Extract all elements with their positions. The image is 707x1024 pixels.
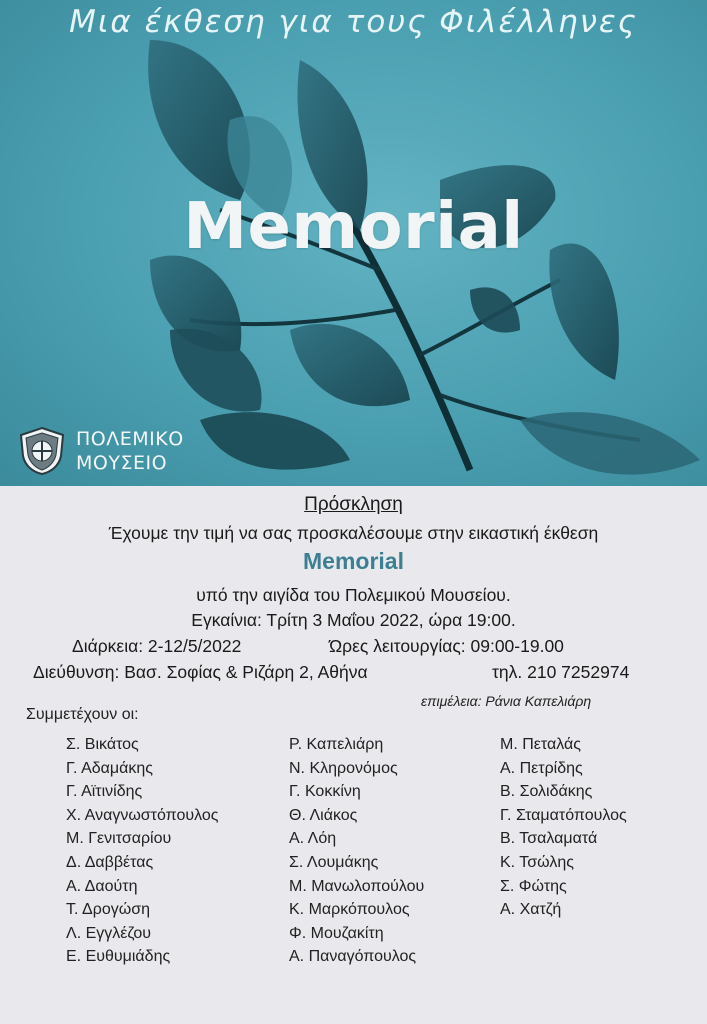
participant-name: Ρ. Καπελιάρη [289, 736, 384, 753]
participant-name: Ν. Κληρονόμος [289, 759, 398, 777]
participant-name: Β. Σολιδάκης [500, 783, 593, 801]
logo-line-2: ΜΟΥΣΕΙΟ [76, 452, 168, 474]
participants-column-2 [289, 733, 424, 969]
participants-column-1 [66, 733, 219, 969]
participant-name: Γ. Αδαμάκης [66, 759, 153, 777]
participants-column-3 [500, 733, 627, 922]
participant-name: Γ. Κοκκίνη [289, 783, 361, 801]
participant-name: Λ. Εγγλέζου [66, 924, 152, 942]
phone-text: τηλ. 210 7252974 [492, 662, 630, 682]
invitation-auspices: υπό την αιγίδα του Πολεμικού Μουσείου. [196, 585, 511, 605]
participant-name: Χ. Αναγνωστόπουλος [66, 806, 219, 824]
participants-label: Συμμετέχουν οι: [26, 706, 139, 723]
address-text: Διεύθυνση: Βασ. Σοφίας & Ριζάρη 2, Αθήνα [33, 662, 368, 682]
participant-name: Τ. Δρογώση [66, 901, 150, 919]
participant-name: Ε. Ευθυμιάδης [66, 948, 171, 966]
participant-name: Κ. Τσώλης [500, 853, 574, 871]
opening-hours-text: Ώρες λειτουργίας: 09:00-19.00 [329, 636, 564, 656]
participant-name: Σ. Φώτης [500, 877, 567, 895]
participant-name: Α. Λόη [289, 830, 337, 848]
hero-banner [0, 0, 707, 486]
invitation-exhibition-name: Memorial [303, 548, 404, 574]
participant-name: Σ. Βικάτος [66, 736, 139, 753]
participant-name: Α. Χατζή [500, 901, 562, 919]
military-museum-emblem-icon [17, 426, 67, 476]
duration-text: Διάρκεια: 2-12/5/2022 [72, 636, 242, 656]
participant-name: Α. Πετρίδης [500, 759, 583, 777]
opening-date: Εγκαίνια: Τρίτη 3 Μαΐου 2022, ώρα 19:00. [191, 610, 516, 630]
curator-text: επιμέλεια: Ράνια Καπελιάρη [421, 693, 592, 709]
participant-name: Γ. Σταματόπουλος [500, 806, 627, 824]
logo-line-1: ΠΟΛΕΜΙΚΟ [76, 428, 184, 450]
invitation-heading: Πρόσκληση [304, 494, 403, 515]
participant-name: Φ. Μουζακίτη [289, 924, 384, 942]
participant-name: Μ. Πεταλάς [500, 736, 581, 753]
participant-name: Γ. Αϊτινίδης [66, 783, 143, 801]
participant-name: Μ. Γενιτσαρίου [66, 830, 172, 848]
participant-name: Σ. Λουμάκης [289, 853, 379, 871]
exhibition-title: Memorial [183, 190, 524, 264]
participant-name: Α. Δαούτη [66, 877, 138, 895]
invitation-intro: Έχουμε την τιμή να σας προσκαλέσουμε στην εικαστική έκθεση [108, 523, 599, 543]
exhibition-subtitle: Μια έκθεση για τους Φιλέλληνες [69, 4, 638, 40]
participant-name: Α. Παναγόπουλος [289, 948, 417, 966]
participant-name: Δ. Δαββέτας [66, 853, 154, 871]
museum-logo-text [76, 427, 184, 475]
participant-name: Β. Τσαλαματά [500, 830, 598, 848]
participant-name: Θ. Λιάκος [289, 806, 358, 824]
participant-name: Μ. Μανωλοπούλου [289, 877, 425, 895]
participant-name: Κ. Μαρκόπουλος [289, 901, 410, 919]
